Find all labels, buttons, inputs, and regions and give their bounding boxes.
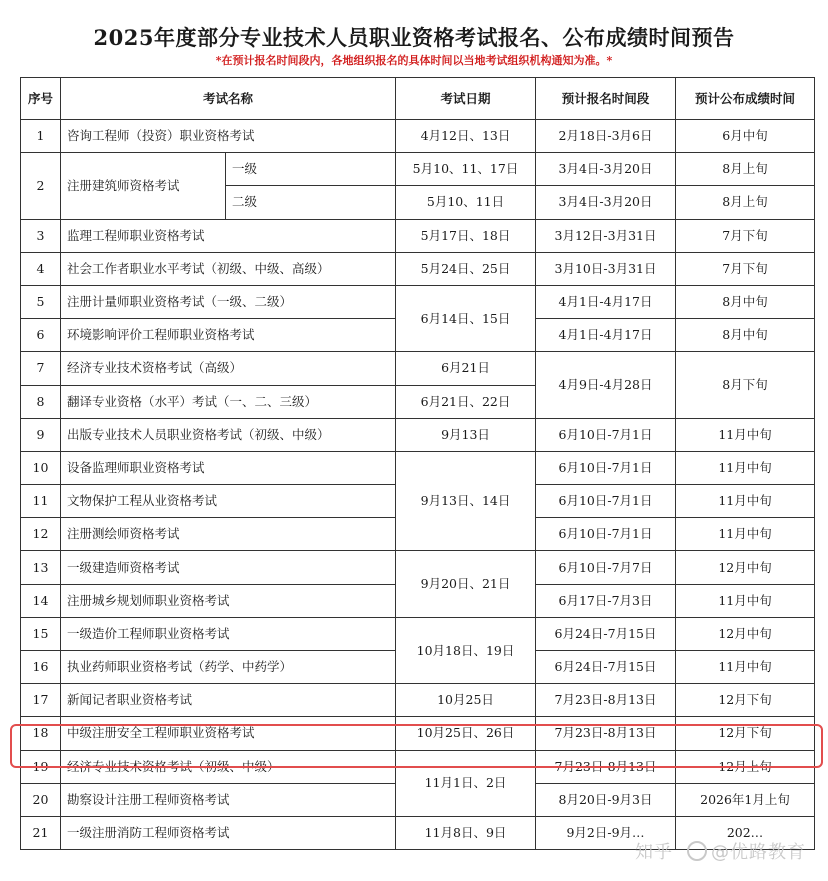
row-no: 18 xyxy=(21,717,61,750)
watermark-handle: @优路教育 xyxy=(711,842,806,863)
exam-date: 6月14日、15日 xyxy=(396,285,536,351)
table-row xyxy=(21,219,815,252)
exam-date: 9月13日、14日 xyxy=(396,451,536,551)
row-no: 8 xyxy=(21,385,61,418)
header-name: 考试名称 xyxy=(61,78,396,120)
result-time: 11月中旬 xyxy=(676,651,815,684)
reg-period: 4月1日-4月17日 xyxy=(536,285,676,318)
header-result: 预计公布成绩时间 xyxy=(676,78,815,120)
result-time: 8月下旬 xyxy=(676,352,815,418)
table-row xyxy=(21,551,815,584)
header-no: 序号 xyxy=(21,78,61,120)
reg-period: 9月2日-9月… xyxy=(536,816,676,849)
exam-name: 翻译专业资格（水平）考试（一、二、三级） xyxy=(61,385,396,418)
exam-date: 6月21日 xyxy=(396,352,536,385)
exam-name: 设备监理师职业资格考试 xyxy=(61,451,396,484)
row-no: 10 xyxy=(21,451,61,484)
exam-date: 5月10、11、17日 xyxy=(396,153,536,186)
exam-name: 环境影响评价工程师职业资格考试 xyxy=(61,319,396,352)
exam-name: 一级造价工程师职业资格考试 xyxy=(61,617,396,650)
reg-period: 7月23日-8月13日 xyxy=(536,717,676,750)
table-row xyxy=(21,120,815,153)
row-no: 15 xyxy=(21,617,61,650)
row-no: 17 xyxy=(21,684,61,717)
exam-date: 4月12日、13日 xyxy=(396,120,536,153)
exam-name: 执业药师职业资格考试（药学、中药学） xyxy=(61,651,396,684)
result-time: 11月中旬 xyxy=(676,518,815,551)
exam-date: 5月17日、18日 xyxy=(396,219,536,252)
row-no: 7 xyxy=(21,352,61,385)
exam-date: 5月10、11日 xyxy=(396,186,536,219)
table-row xyxy=(21,252,815,285)
exam-name: 中级注册安全工程师职业资格考试 xyxy=(61,717,396,750)
row-no: 16 xyxy=(21,651,61,684)
reg-period: 6月17日-7月3日 xyxy=(536,584,676,617)
row-no: 12 xyxy=(21,518,61,551)
exam-date: 9月20日、21日 xyxy=(396,551,536,617)
row-no: 20 xyxy=(21,783,61,816)
exam-date: 10月25日 xyxy=(396,684,536,717)
row-no: 3 xyxy=(21,219,61,252)
header-reg: 预计报名时间段 xyxy=(536,78,676,120)
exam-name: 咨询工程师（投资）职业资格考试 xyxy=(61,120,396,153)
table-row xyxy=(21,684,815,717)
reg-period: 6月10日-7月1日 xyxy=(536,418,676,451)
page-note: *在预计报名时间段内，各地组织报名的具体时间以当地考试组织机构通知为准。* xyxy=(215,54,613,67)
result-time: 6月中旬 xyxy=(676,120,815,153)
exam-name: 注册建筑师资格考试 xyxy=(61,153,226,219)
reg-period: 3月12日-3月31日 xyxy=(536,219,676,252)
result-time: 11月中旬 xyxy=(676,418,815,451)
table-row xyxy=(21,617,815,650)
watermark xyxy=(635,838,806,864)
result-time: 2026年1月上旬 xyxy=(676,783,815,816)
watermark-logo-icon xyxy=(687,841,707,861)
row-no: 14 xyxy=(21,584,61,617)
result-time: 12月上旬 xyxy=(676,750,815,783)
exam-name: 监理工程师职业资格考试 xyxy=(61,219,396,252)
exam-date: 5月24日、25日 xyxy=(396,252,536,285)
exam-date: 10月25日、26日 xyxy=(396,717,536,750)
exam-date: 11月1日、2日 xyxy=(396,750,536,816)
row-no: 13 xyxy=(21,551,61,584)
row-no: 2 xyxy=(21,153,61,219)
exam-date: 10月18日、19日 xyxy=(396,617,536,683)
exam-level: 一级 xyxy=(226,153,396,186)
reg-period: 3月4日-3月20日 xyxy=(536,186,676,219)
result-time: 11月中旬 xyxy=(676,451,815,484)
reg-period: 2月18日-3月6日 xyxy=(536,120,676,153)
exam-name: 一级注册消防工程师资格考试 xyxy=(61,816,396,849)
reg-period: 6月10日-7月1日 xyxy=(536,485,676,518)
exam-name: 新闻记者职业资格考试 xyxy=(61,684,396,717)
reg-period: 6月10日-7月1日 xyxy=(536,451,676,484)
table-header-row xyxy=(21,78,815,120)
reg-period: 4月1日-4月17日 xyxy=(536,319,676,352)
table-row xyxy=(21,153,815,186)
reg-period: 4月9日-4月28日 xyxy=(536,352,676,418)
result-time: 12月下旬 xyxy=(676,717,815,750)
exam-name: 文物保护工程从业资格考试 xyxy=(61,485,396,518)
row-no: 19 xyxy=(21,750,61,783)
table-row xyxy=(21,352,815,385)
reg-period: 7月23日-8月13日 xyxy=(536,750,676,783)
exam-date: 6月21日、22日 xyxy=(396,385,536,418)
page-title: 2025年度部分专业技术人员职业资格考试报名、公布成绩时间预告 xyxy=(93,25,735,50)
reg-period: 7月23日-8月13日 xyxy=(536,684,676,717)
result-time: 8月上旬 xyxy=(676,153,815,186)
result-time: 7月下旬 xyxy=(676,219,815,252)
exam-name: 出版专业技术人员职业资格考试（初级、中级） xyxy=(61,418,396,451)
table-row xyxy=(21,285,815,318)
table-row xyxy=(21,418,815,451)
reg-period: 6月10日-7月1日 xyxy=(536,518,676,551)
exam-name: 注册计量师职业资格考试（一级、二级） xyxy=(61,285,396,318)
exam-name: 经济专业技术资格考试（初级、中级） xyxy=(61,750,396,783)
exam-name: 社会工作者职业水平考试（初级、中级、高级） xyxy=(61,252,396,285)
result-time: 8月中旬 xyxy=(676,285,815,318)
result-time: 11月中旬 xyxy=(676,584,815,617)
result-time: 11月中旬 xyxy=(676,485,815,518)
exam-date: 11月8日、9日 xyxy=(396,816,536,849)
exam-name: 经济专业技术资格考试（高级） xyxy=(61,352,396,385)
reg-period: 3月10日-3月31日 xyxy=(536,252,676,285)
row-no: 4 xyxy=(21,252,61,285)
row-no: 11 xyxy=(21,485,61,518)
exam-level: 二级 xyxy=(226,186,396,219)
result-time: 8月上旬 xyxy=(676,186,815,219)
result-time: 7月下旬 xyxy=(676,252,815,285)
reg-period: 3月4日-3月20日 xyxy=(536,153,676,186)
exam-name: 注册测绘师资格考试 xyxy=(61,518,396,551)
exam-name: 勘察设计注册工程师资格考试 xyxy=(61,783,396,816)
reg-period: 6月24日-7月15日 xyxy=(536,617,676,650)
result-time: 202… xyxy=(676,816,815,849)
row-no: 6 xyxy=(21,319,61,352)
result-time: 12月中旬 xyxy=(676,617,815,650)
result-time: 8月中旬 xyxy=(676,319,815,352)
watermark-site: 知乎 xyxy=(635,842,673,863)
result-time: 12月下旬 xyxy=(676,684,815,717)
exam-name: 一级建造师资格考试 xyxy=(61,551,396,584)
table-row xyxy=(21,451,815,484)
row-no: 5 xyxy=(21,285,61,318)
result-time: 12月中旬 xyxy=(676,551,815,584)
highlight-box xyxy=(10,724,823,768)
header-date: 考试日期 xyxy=(396,78,536,120)
row-no: 9 xyxy=(21,418,61,451)
row-no: 21 xyxy=(21,816,61,849)
reg-period: 8月20日-9月3日 xyxy=(536,783,676,816)
reg-period: 6月10日-7月7日 xyxy=(536,551,676,584)
reg-period: 6月24日-7月15日 xyxy=(536,651,676,684)
row-no: 1 xyxy=(21,120,61,153)
exam-date: 9月13日 xyxy=(396,418,536,451)
exam-name: 注册城乡规划师职业资格考试 xyxy=(61,584,396,617)
